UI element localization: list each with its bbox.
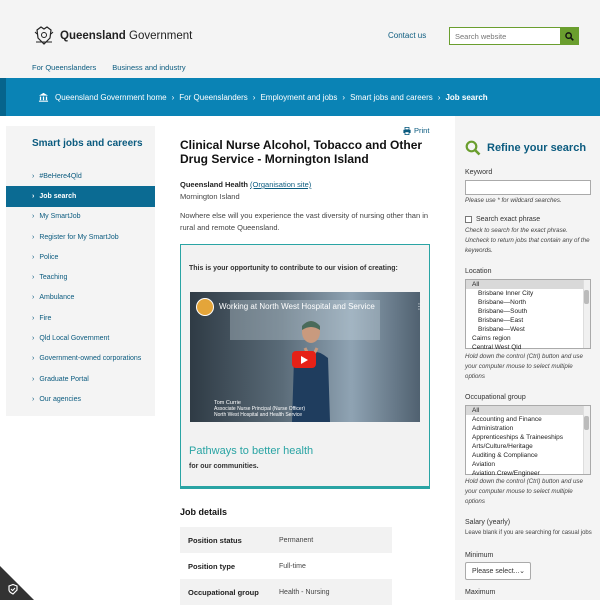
detail-value: Health - Nursing [279, 588, 330, 596]
section-nav-list [6, 166, 155, 410]
detail-key: Occupational group [188, 587, 259, 597]
promo-card [180, 244, 430, 489]
scrollbar-thumb[interactable] [584, 416, 589, 430]
top-links [32, 63, 186, 72]
sidebar-item[interactable] [6, 369, 155, 389]
scrollbar[interactable] [583, 406, 590, 474]
building-icon [38, 92, 49, 102]
sidebar-item[interactable] [6, 288, 155, 308]
chevron-right-icon: › [342, 92, 346, 102]
detail-row [180, 553, 392, 579]
exact-phrase-option [465, 216, 540, 223]
job-location: Mornington Island [180, 192, 240, 201]
chevron-right-icon: › [437, 92, 441, 102]
section-nav-title[interactable]: Smart jobs and careers [32, 138, 143, 149]
select-option[interactable]: All [466, 406, 590, 415]
salary-label: Salary (yearly) [465, 519, 511, 526]
maximum-label: Maximum [465, 589, 496, 596]
sidebar-item-label: Graduate Portal [39, 375, 89, 383]
exact-phrase-checkbox[interactable] [465, 216, 472, 223]
video-title[interactable]: Working at North West Hospital and Service [219, 302, 375, 311]
keyword-input[interactable] [465, 180, 591, 195]
sidebar-item[interactable] [6, 186, 155, 206]
chevron-right-icon: › [32, 375, 35, 383]
detail-key: Position status [188, 535, 242, 545]
select-option[interactable]: Brisbane—East [478, 317, 524, 324]
chevron-right-icon: › [252, 92, 256, 102]
select-option[interactable]: Administration [472, 425, 514, 432]
select-option[interactable]: Aviation Crew/Engineer [472, 470, 540, 477]
search-icon [465, 140, 481, 156]
chevron-right-icon: › [32, 172, 35, 180]
breadcrumb-smart-jobs[interactable]: Smart jobs and careers [350, 92, 433, 102]
job-details-heading: Job details [180, 507, 228, 517]
coat-of-arms-icon [32, 24, 56, 48]
chevron-right-icon: › [32, 253, 35, 261]
select-option[interactable]: Apprenticeships & Traineeships [472, 434, 564, 441]
location-select[interactable] [465, 279, 591, 349]
sidebar-item-label: Job search [39, 192, 77, 200]
sidebar-item-label: Police [39, 253, 59, 261]
sidebar-item[interactable] [6, 166, 155, 186]
search-icon [565, 32, 574, 41]
site-search [449, 27, 579, 45]
chevron-right-icon: › [32, 233, 35, 241]
detail-row [180, 579, 392, 605]
minimum-label: Minimum [465, 552, 494, 559]
keyword-note: Please use * for wildcard searches. [465, 197, 562, 204]
pathways-heading: Pathways to better health [189, 445, 314, 457]
video-caption [214, 400, 305, 418]
video-person-org: North West Hospital and Health Service [214, 412, 303, 418]
sidebar-item-label: #BeHere4Qld [39, 172, 82, 180]
chevron-right-icon: › [32, 274, 35, 282]
occupational-group-select[interactable] [465, 405, 591, 475]
location-note: Hold down the control (Ctrl) button and use your computer mouse to select multiple options [465, 353, 583, 380]
chevron-right-icon: › [32, 335, 35, 343]
chevron-right-icon: › [32, 355, 35, 363]
play-button[interactable] [292, 351, 316, 368]
detail-row [180, 527, 392, 553]
select-option[interactable]: Brisbane—South [478, 308, 528, 315]
organisation-name: Queensland Health [180, 180, 248, 189]
qld-government-logo[interactable] [32, 24, 192, 48]
section-nav [6, 126, 155, 416]
chevron-right-icon: › [32, 395, 35, 403]
pathways-sub: for our communities. [189, 463, 259, 470]
sidebar-item[interactable] [6, 328, 155, 348]
breadcrumb-for-queenslanders[interactable]: For Queenslanders [179, 92, 248, 102]
refine-title: Refine your search [487, 142, 587, 154]
occupational-group-note: Hold down the control (Ctrl) button and use your computer mouse to select multiple options [465, 478, 583, 505]
select-option[interactable]: Auditing & Compliance [472, 452, 538, 459]
organisation [180, 180, 311, 189]
sidebar-item[interactable] [6, 207, 155, 227]
chevron-right-icon: › [32, 192, 35, 200]
scrollbar[interactable] [583, 280, 590, 348]
refine-panel [455, 116, 600, 600]
logo-bold: Queensland [60, 30, 126, 42]
location-label: Location [465, 268, 492, 275]
search-button[interactable] [560, 28, 578, 44]
for-queenslanders-link[interactable]: For Queenslanders [32, 63, 97, 72]
sidebar-item[interactable] [6, 267, 155, 287]
sidebar-item-label: My SmartJob [39, 213, 81, 221]
minimum-salary-select[interactable] [465, 562, 531, 580]
select-option[interactable]: Brisbane—West [478, 326, 525, 333]
channel-avatar[interactable] [196, 298, 214, 316]
select-option[interactable]: Central West Qld [472, 344, 522, 351]
select-option[interactable]: All [466, 280, 590, 289]
play-icon [301, 356, 308, 364]
refine-heading [465, 140, 586, 156]
sidebar-item[interactable] [6, 349, 155, 369]
sidebar-item-label: Fire [39, 314, 52, 322]
chevron-down-icon: ⌄ [519, 568, 525, 575]
salary-note: Leave blank if you are searching for casual jobs [465, 530, 592, 536]
breadcrumb-current: Job search [445, 92, 488, 102]
contact-us-link[interactable]: Contact us [388, 31, 427, 40]
print-label: Print [414, 126, 430, 135]
more-options-icon[interactable]: ⋮ [415, 302, 423, 311]
select-option[interactable]: Cairns region [472, 335, 511, 342]
sidebar-item-label: Register for My SmartJob [39, 233, 119, 241]
chevron-right-icon: › [32, 314, 35, 322]
breadcrumb-employment[interactable]: Employment and jobs [260, 92, 338, 102]
chevron-right-icon: › [32, 213, 35, 221]
breadcrumb [38, 92, 488, 102]
print-link[interactable] [403, 126, 429, 135]
detail-value: Permanent [279, 536, 314, 544]
organisation-site-link[interactable]: (Organisation site) [250, 180, 312, 189]
keyword-label: Keyword [465, 169, 493, 176]
job-title: Clinical Nurse Alcohol, Tobacco and Other Drug Service - Mornington Island [180, 138, 423, 166]
sidebar-item[interactable] [6, 227, 155, 247]
select-option[interactable]: Brisbane Inner City [478, 290, 534, 297]
logo-rest: Government [125, 30, 193, 42]
privacy-shield-icon[interactable] [0, 566, 34, 600]
sidebar-item-label: Qld Local Government [39, 335, 110, 343]
job-intro: Nowhere else will you experience the vast diversity of nursing other than in rural and remote Queensland. [180, 211, 429, 232]
sidebar-item-label: Teaching [39, 274, 68, 282]
sidebar-item[interactable] [6, 308, 155, 328]
sidebar-item[interactable] [6, 389, 155, 409]
scrollbar-thumb[interactable] [584, 290, 589, 304]
select-option[interactable]: Brisbane—North [478, 299, 527, 306]
minimum-salary-value: Please select... [472, 567, 520, 575]
business-industry-link[interactable]: Business and industry [112, 63, 186, 72]
chevron-right-icon: › [32, 294, 35, 302]
video-player[interactable] [190, 292, 423, 422]
select-option[interactable]: Arts/Culture/Heritage [472, 443, 533, 450]
promo-heading: This is your opportunity to contribute to our vision of creating: [189, 265, 398, 272]
breadcrumb-home[interactable]: Queensland Government home [55, 92, 167, 102]
search-input[interactable] [450, 28, 560, 44]
sidebar-item-label: Government-owned corporations [39, 355, 142, 363]
site-header [0, 0, 600, 78]
sidebar-item[interactable] [6, 247, 155, 267]
exact-phrase-label: Search exact phrase [476, 216, 541, 223]
select-option[interactable]: Aviation [472, 461, 496, 468]
sidebar-item-label: Our agencies [39, 395, 81, 403]
select-option[interactable]: Accounting and Finance [472, 416, 542, 423]
detail-value: Full-time [279, 562, 306, 570]
occupational-group-label: Occupational group [465, 394, 526, 401]
video-person-name: Tom Currie [214, 400, 241, 406]
exact-phrase-note: Check to search for the exact phrase. Uncheck to return jobs that contain any of the keywords. [465, 227, 590, 254]
breadcrumb-bar [0, 78, 600, 116]
printer-icon [403, 127, 411, 135]
sidebar-item-label: Ambulance [39, 294, 75, 302]
video-person-role: Associate Nurse Principal (Nurse Officer) [214, 406, 306, 412]
detail-key: Position type [188, 561, 236, 571]
chevron-right-icon: › [171, 92, 175, 102]
